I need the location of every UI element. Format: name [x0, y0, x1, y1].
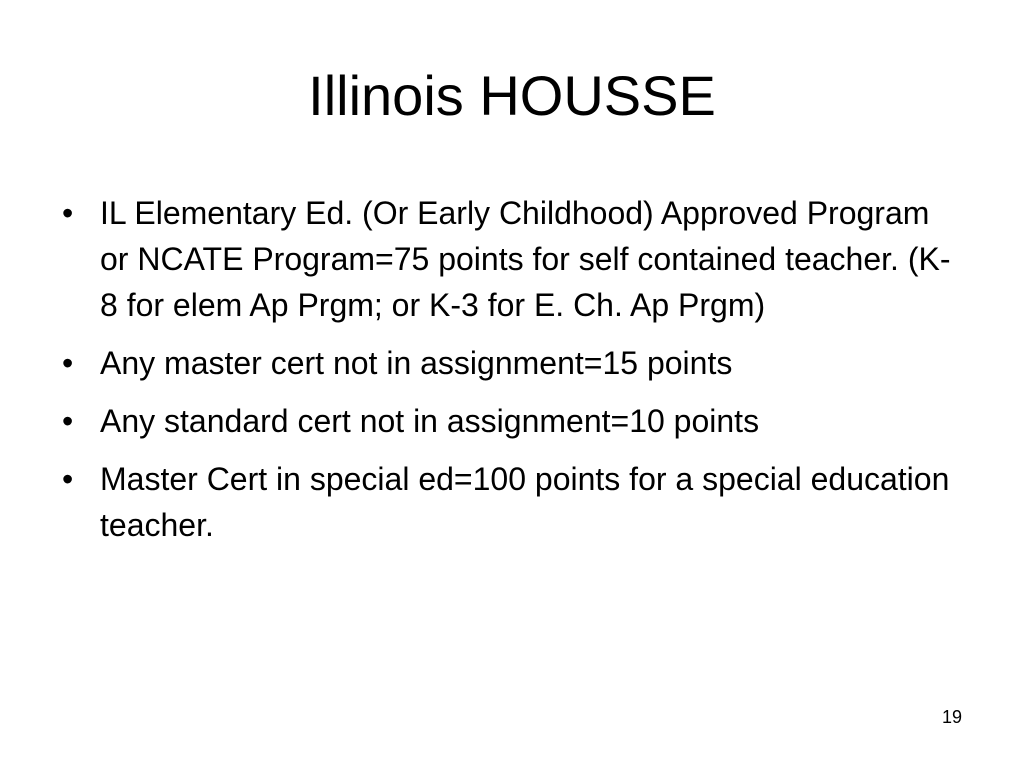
bullet-icon: • [62, 403, 74, 439]
bullet-text: IL Elementary Ed. (Or Early Childhood) Approved Program or NCATE Program=75 points for self contained teacher. (K-8 for elem Ap Prgm; or K-3 for E. Ch. Ap Prgm) [100, 195, 951, 323]
bullet-item [60, 190, 960, 328]
bullet-item [60, 456, 960, 548]
slide-title: Illinois HOUSSE [308, 64, 716, 127]
bullet-icon: • [62, 461, 74, 497]
bullet-item [60, 398, 960, 444]
bullet-text: Master Cert in special ed=100 points for a special education teacher. [100, 461, 950, 543]
bullet-text: Any master cert not in assignment=15 points [100, 345, 733, 381]
bullet-item [60, 340, 960, 386]
page-number: 19 [941, 707, 962, 727]
bullet-list [60, 190, 960, 560]
bullet-icon: • [62, 345, 74, 381]
bullet-text: Any standard cert not in assignment=10 points [100, 403, 760, 439]
bullet-icon: • [62, 195, 74, 231]
